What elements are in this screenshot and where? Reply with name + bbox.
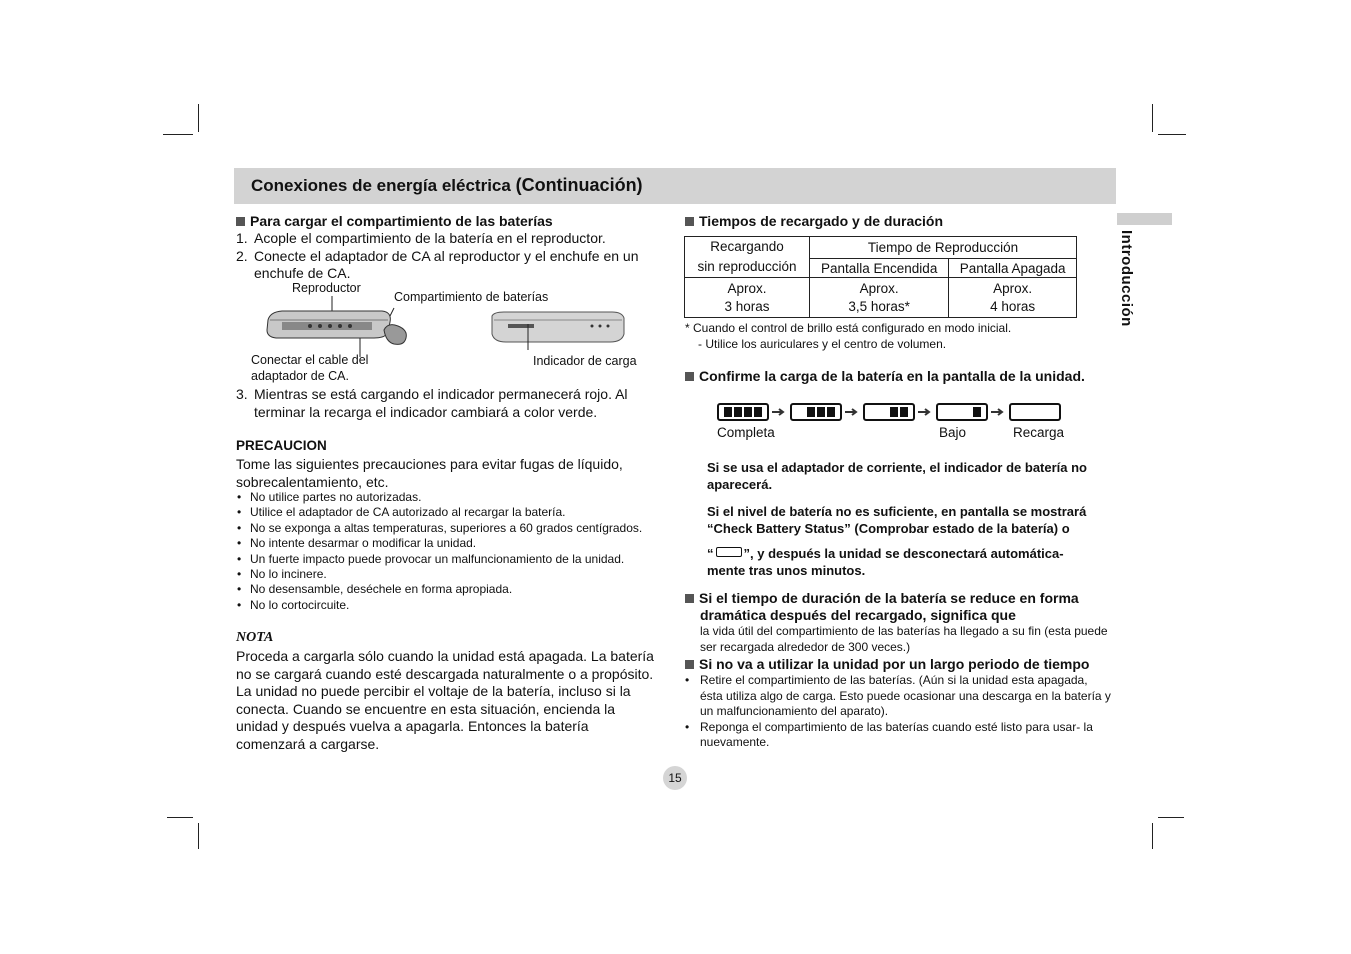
crop-mark: [1158, 134, 1186, 135]
crop-mark: [163, 134, 193, 135]
table-cell: Pantalla Encendida: [810, 259, 949, 278]
battery-segment: [744, 407, 752, 417]
arrow-right-icon: [845, 409, 856, 415]
crop-mark: [198, 823, 199, 849]
step-item: 1. Acople el compartimiento de la batería en el reproductor.: [236, 230, 606, 246]
arrow-right-icon: [918, 409, 929, 415]
table-cell: Pantalla Apagada: [949, 259, 1077, 278]
charge-heading: Para cargar el compartimiento de las baterías: [236, 213, 553, 229]
table-cell: Recargando sin reproducción: [685, 237, 810, 278]
list-item: • No se exponga a altas temperaturas, superiores a 60 grados centígrados.: [236, 521, 642, 536]
unit-side-illustration: [488, 310, 628, 350]
battery-segment: [817, 407, 825, 417]
note-text: Proceda a cargarla sólo cuando la unidad está apagada. La batería no se cargará cuando esté descargada naturalmente o a propósito. La unidad no puede percibir el voltaje de la batería, incluso si la conecta. Cuando se encuentre en esta situación, encienda la unidad y después vuelva a apagarla. Entonces la batería comenzará a cargarse.: [236, 648, 654, 752]
table-cell: Tiempo de Reproducción: [810, 237, 1077, 259]
recharge-table: [684, 236, 1077, 318]
crop-mark: [198, 104, 199, 132]
side-tab: [1117, 213, 1172, 225]
list-item: • Utilice el adaptador de CA autorizado al recargar la batería.: [236, 505, 642, 520]
footnote: * Cuando el control de brillo está configurado en modo inicial.: [685, 321, 1012, 335]
confirm-heading: Confirme la carga de la batería en la pantalla de la unidad.: [685, 368, 1085, 384]
square-bullet-icon: [236, 217, 245, 226]
table-cell: Aprox. 3,5 horas*: [810, 278, 949, 318]
player-illustration: [262, 292, 412, 357]
list-item: • Un fuerte impacto puede provocar un malfuncionamiento de la unidad.: [236, 552, 642, 567]
title-continuation: (Continuación): [515, 175, 643, 195]
empty-battery-icon: [716, 547, 742, 557]
caution-intro: Tome las siguientes precauciones para evitar fugas de líquido, sobrecalentamiento, etc.: [236, 456, 623, 490]
list-item: • No utilice partes no autorizadas.: [236, 490, 642, 505]
side-tab-label: Introducción: [1118, 230, 1135, 327]
list-item: • No intente desarmar o modificar la unidad.: [236, 536, 642, 551]
table-cell: Aprox. 3 horas: [685, 278, 810, 318]
list-item: • No lo incinere.: [236, 567, 642, 582]
square-bullet-icon: [685, 660, 694, 669]
battery-segment: [807, 407, 815, 417]
charge-steps: [236, 230, 661, 283]
list-item: • Retire el compartimiento de las baterías. (Aún si la unidad esta apagada, ésta utiliza algo de carga. Esto puede ocasionar una descarga en la batería y un malfuncionamiento del aparato).: [685, 673, 1111, 718]
label-recharge: Recarga: [1013, 425, 1065, 440]
arrow-right-icon: [772, 409, 783, 415]
low-note: Si el nivel de batería no es suficiente, en pantalla se mostrará “Check Battery Status” (Comprobar estado de la batería) o: [707, 504, 1087, 536]
duration-heading: Si el tiempo de duración de la batería se reduce en forma dramática después del recargado, significa que: [685, 590, 1079, 624]
note-title: NOTA: [236, 630, 274, 645]
list-item: • Reponga el compartimiento de las baterías cuando esté listo para usar- la nuevamente.: [685, 719, 1093, 749]
low-note-cont: “ ”, y después la unidad se desconectará automática- mente tras unos minutos.: [707, 546, 1064, 578]
caution-list: [236, 490, 642, 613]
duration-text: la vida útil del compartimiento de las baterías ha llegado a su fin (esta puede ser recargada alrededor de 300 veces.): [700, 624, 1108, 654]
adapter-note: Si se usa el adaptador de corriente, el indicador de batería no aparecerá.: [707, 460, 1088, 492]
label-cable: Conectar el cable del adaptador de CA.: [251, 353, 369, 383]
battery-level-icon: [718, 404, 768, 420]
battery-segment: [754, 407, 762, 417]
storage-heading: Si no va a utilizar la unidad por un largo periodo de tiempo: [685, 656, 1089, 672]
label-player: Reproductor: [292, 281, 361, 295]
label-low: Bajo: [939, 425, 967, 440]
crop-mark: [1152, 823, 1153, 849]
label-full: Completa: [717, 425, 775, 440]
charge-step-3: [236, 386, 661, 421]
step-item: 3. Mientras se está cargando el indicador permanecerá rojo. Al terminar la recarga el indicador cambiará a color verde.: [236, 386, 628, 420]
square-bullet-icon: [685, 217, 694, 226]
battery-segment: [724, 407, 732, 417]
battery-segment: [827, 407, 835, 417]
crop-mark: [1158, 817, 1184, 818]
crop-mark: [167, 817, 193, 818]
title-main: Conexiones de energía eléctrica: [251, 176, 511, 195]
square-bullet-icon: [685, 594, 694, 603]
times-heading: Tiempos de recargado y de duración: [685, 213, 943, 229]
list-item: • No desensamble, deséchele en forma apropiada.: [236, 582, 642, 597]
battery-level-icon: [791, 404, 841, 420]
battery-level-icon: [864, 404, 914, 420]
arrow-right-icon: [991, 409, 1002, 415]
battery-segment: [734, 407, 742, 417]
label-battery-compartment: Compartimiento de baterías: [394, 290, 549, 304]
square-bullet-icon: [685, 372, 694, 381]
page-title: [251, 175, 643, 196]
page-number: 15: [663, 766, 687, 790]
battery-segment: [890, 407, 898, 417]
battery-level-icon: [1010, 404, 1060, 420]
caution-title: PRECAUCION: [236, 438, 327, 453]
battery-segment: [900, 407, 908, 417]
storage-list: [685, 673, 1113, 751]
battery-indicators: [717, 403, 1063, 423]
list-item: • No lo cortocircuite.: [236, 598, 642, 613]
battery-level-icon: [937, 404, 987, 420]
crop-mark: [1152, 104, 1153, 132]
step-item: 2. Conecte el adaptador de CA al reproductor y el enchufe en un enchufe de CA.: [236, 247, 639, 281]
battery-segment: [973, 407, 981, 417]
footnote: - Utilice los auriculares y el centro de volumen.: [698, 337, 947, 351]
table-cell: Aprox. 4 horas: [949, 278, 1077, 318]
label-charge-indicator: Indicador de carga: [533, 354, 637, 368]
